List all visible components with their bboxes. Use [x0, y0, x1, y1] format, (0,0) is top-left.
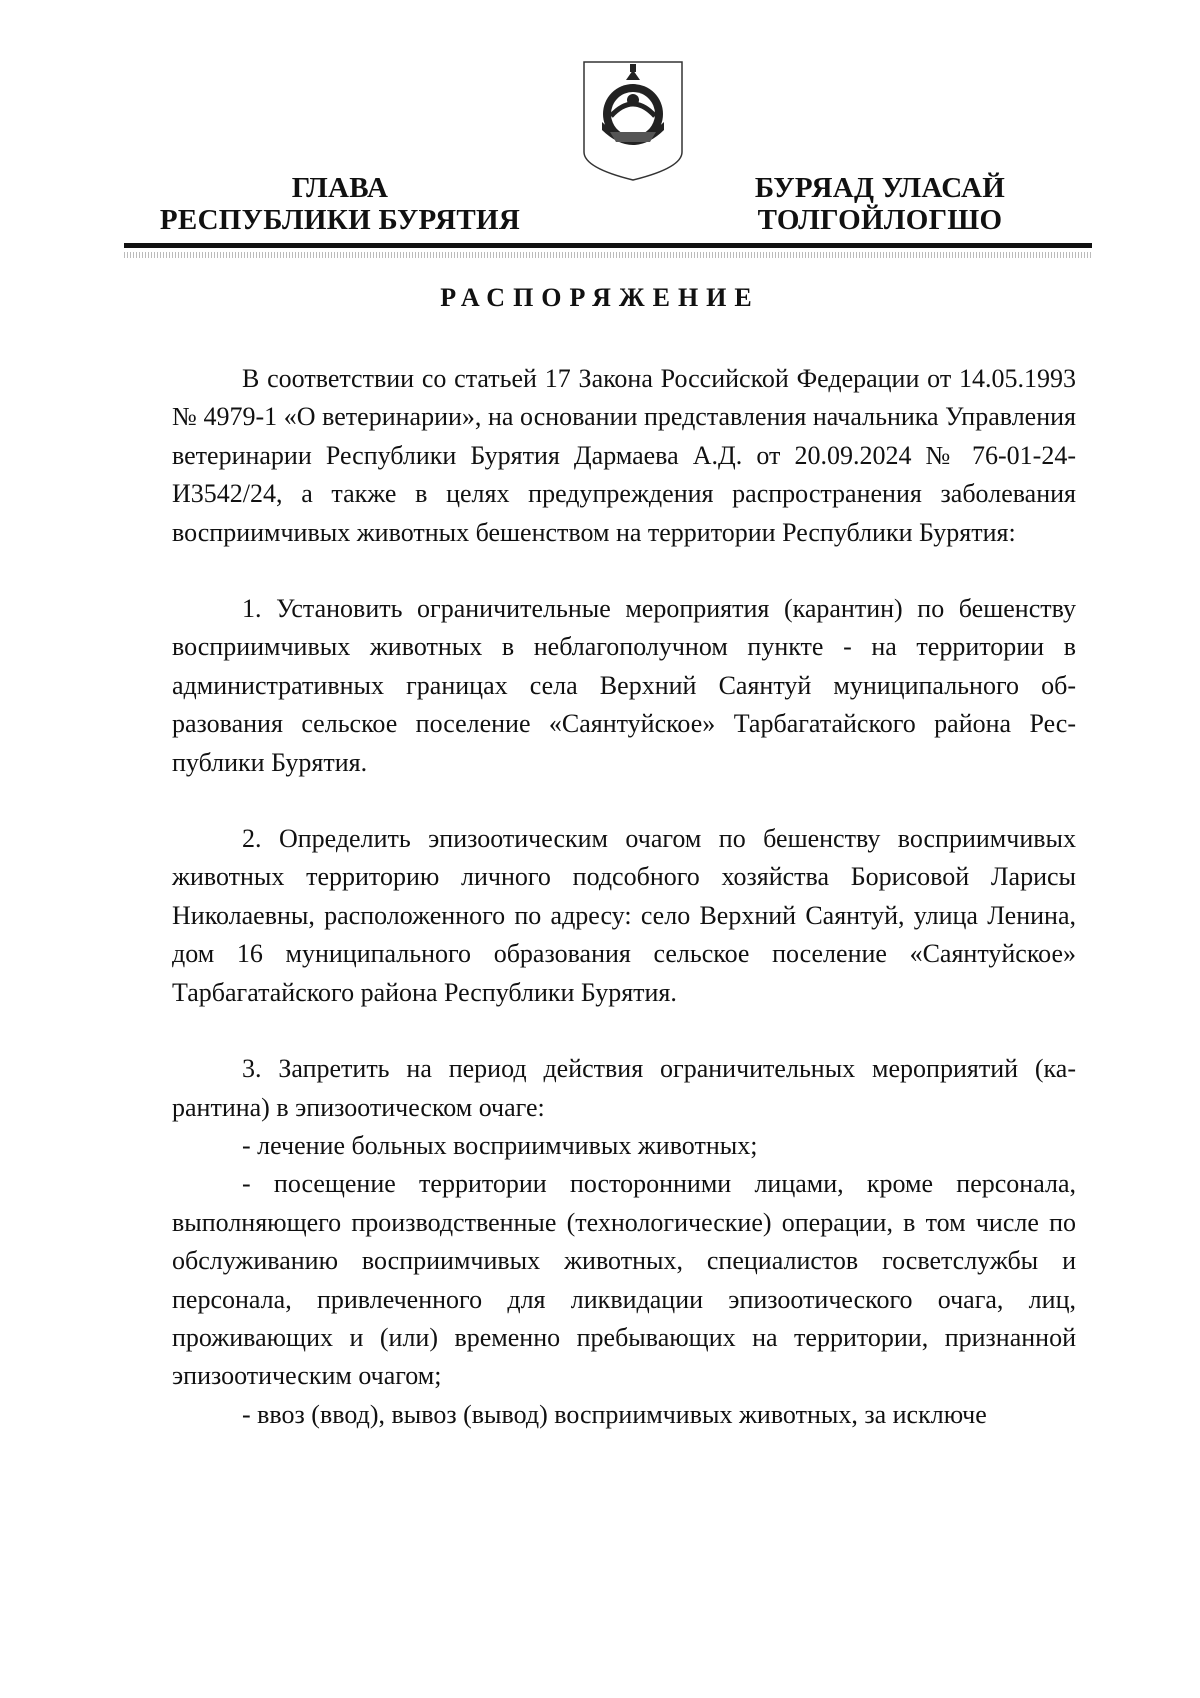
- paragraph-3: 3. Запретить на период действия ограничительных мероприятий (карантина) в эпизоотическом очаге:: [172, 1054, 1076, 1122]
- issuer-bua-line1: БУРЯАД УЛАСАЙ: [754, 172, 1006, 204]
- issuer-bua-line2: ТОЛГОЙЛОГШО: [757, 204, 1003, 236]
- paragraph-2: 2. Определить эпизоотическим очагом по бешенству восприимчивых животных территорию личного подсобного хозяйства Борисовой Ларисы Николаевны, расположенного по адресу: село Верхний Саянтуй, улица Ленина, дом 16 муниципального образования сельское поселение «Саянтуйское» Тарбагатайского района Республики Бурятия.: [172, 824, 1076, 1007]
- issuer-ru: [150, 172, 530, 236]
- paragraph-3-item-2: - посещение территории посторонними лицами, кроме персонала, выполняющего производственные (технологические) операции, в том числе по обслуживанию восприимчивых животных, специалистов госветслужбы и персонала, привлеченного для ликвидации эпизоотического очага, лиц, проживающих и (или) временно пребывающих на территории, признанной эпизоотическим очагом;: [172, 1169, 1076, 1391]
- paragraph-3-item-1: - лечение больных восприимчивых животных;: [242, 1130, 758, 1160]
- document-body: [172, 360, 1076, 1434]
- paragraph-intro: В соответствии со статьей 17 Закона Российской Федерации от 14.05.1993 № 4979-1 «О ветеринарии», на основании представления начальника Управления ветеринарии Республики Бурятия Дармаева А.Д. от 20.09.2024 № 76-01-24-И3542/24, а также в целях предупреждения распространения заболевания восприимчивых животных бешенством на территории Республики Бурятия:: [172, 364, 1076, 547]
- header-divider-thin: [124, 252, 1092, 258]
- issuer-ru-line2: РЕСПУБЛИКИ БУРЯТИЯ: [159, 204, 521, 236]
- paragraph-3-item-3: - ввоз (ввод), вывоз (вывод) восприимчивых животных, за исключе: [242, 1399, 987, 1429]
- paragraph-1: 1. Установить ограничительные мероприятия (карантин) по бешенству восприимчивых животных в неблагополучном пункте - на территории в административных границах села Верхний Саянтуй муниципального образования сельское поселение «Саянтуйское» Тарбагатайского района Республики Бурятия.: [172, 594, 1076, 777]
- issuer-ru-line1: ГЛАВА: [291, 172, 389, 204]
- document-title: РАСПОРЯЖЕНИЕ: [440, 283, 760, 312]
- coat-of-arms-icon: [580, 56, 686, 184]
- issuer-bua: [720, 172, 1040, 236]
- header-divider-thick: [124, 243, 1092, 248]
